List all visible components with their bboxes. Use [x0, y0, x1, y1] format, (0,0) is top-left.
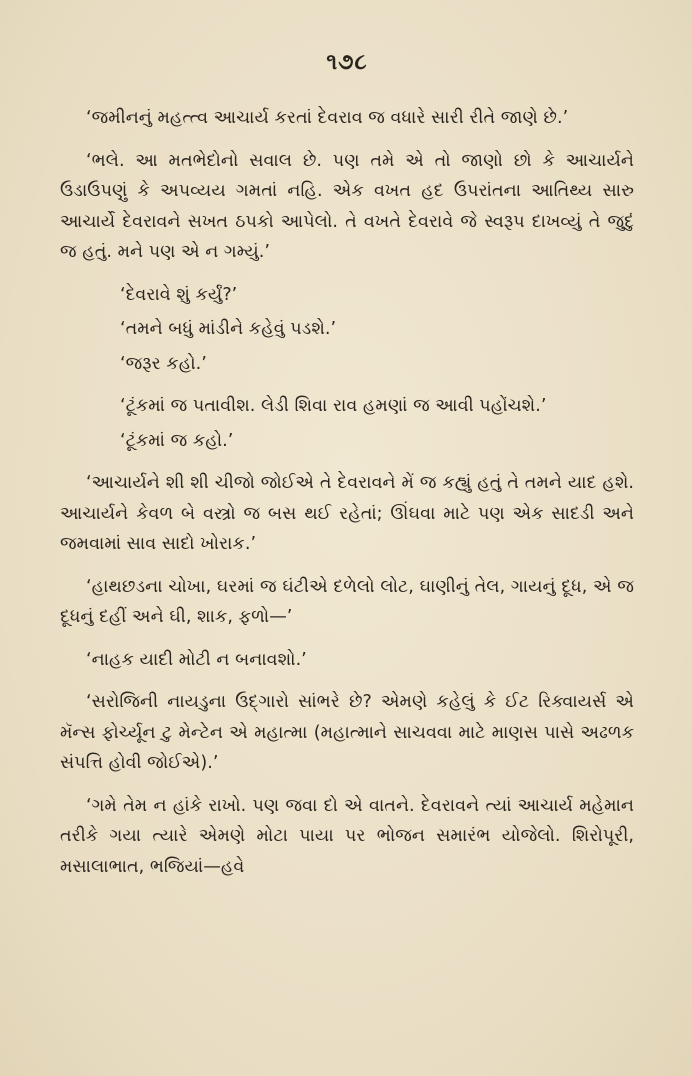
paragraph-2: ‘ભલે. આ મતભેદોનો સવાલ છે. પણ તમે એ તો જાણો છો કે આચાર્યને ઉડાઉપણું કે અપવ્યય ગમતાં નહિ. એક વખત હદ ઉપરાંતના આતિથ્ય સારુ આચાર્યે દેવરાવને સખત ઠપકો આપેલો. તે વખતે દેવરાવે જે સ્વરૂપ દાખવ્યું તે જુદું જ હતું. મને પણ એ ન ગમ્યું.’ [60, 150, 634, 262]
paragraph-3: ‘આચાર્યને શી શી ચીજો જોઈએ તે દેવરાવને મેં જ કહ્યું હતું તે તમને યાદ હશે. આચાર્યને કેવળ બે વસ્ત્રો જ બસ થઈ રહેતાં; ઊંઘવા માટે પણ એક સાદડી અને જમવામાં સાવ સાદો ખોરાક.’ [60, 473, 634, 554]
paragraph-4: ‘હાથછડના ચોખા, ઘરમાં જ ઘંટીએ દળેલો લોટ, ઘાણીનું તેલ, ગાયનું દૂધ, એ જ દૂધનું દહીં અને ઘી, શાક, ફળો—’ [60, 576, 634, 627]
dialogue-line-2: ‘તમને બધું માંડીને કહેવું પડશે.’ [120, 319, 337, 339]
dialogue-line-4: ‘ટૂંકમાં જ પતાવીશ. લેડી શિવા રાવ હમણાં જ આવી પહોંચશે.’ [120, 396, 547, 416]
page-number: ૧૭૮ [326, 50, 368, 75]
paragraph-7: ‘ગમે તેમ ન હાંકે રાખો. પણ જવા દો એ વાતને. દેવરાવને ત્યાં આચાર્ય મહેમાન તરીકે ગયા ત્યારે એમણે મોટા પાયા પર ભોજન સમારંભ યોજેલો. શિરોપૂરી, મસાલાભાત, ભજિયાં—હવે [60, 795, 634, 877]
dialogue-line-5: ‘ટૂંકમાં જ કહો.’ [120, 430, 234, 451]
dialogue-line-1: ‘દેવરાવે શું કર્યું?’ [120, 284, 238, 305]
paragraph-1: ‘જમીનનું મહત્ત્વ આચાર્ય કરતાં દેવરાવ જ વધારે સારી રીતે જાણે છે.’ [86, 108, 569, 128]
paragraph-5: ‘નાહક યાદી મોટી ન બનાવશો.’ [86, 649, 307, 670]
paragraph-6: ‘સરોજિની નાયડુના ઉદ્ગારો સાંભરે છે? એમણે કહેલું કે ઈટ રિક્વાયર્સ એ મૅન્સ ફોર્ચ્યૂન ટુ મેન્ટેન એ મહાત્મા (મહાત્માને સાચવવા માટે માણસ પાસે અઢળક સંપત્તિ હોવી જોઈએ).’ [60, 692, 634, 773]
dialogue-line-3: ‘જરૂર કહો.’ [120, 353, 207, 374]
